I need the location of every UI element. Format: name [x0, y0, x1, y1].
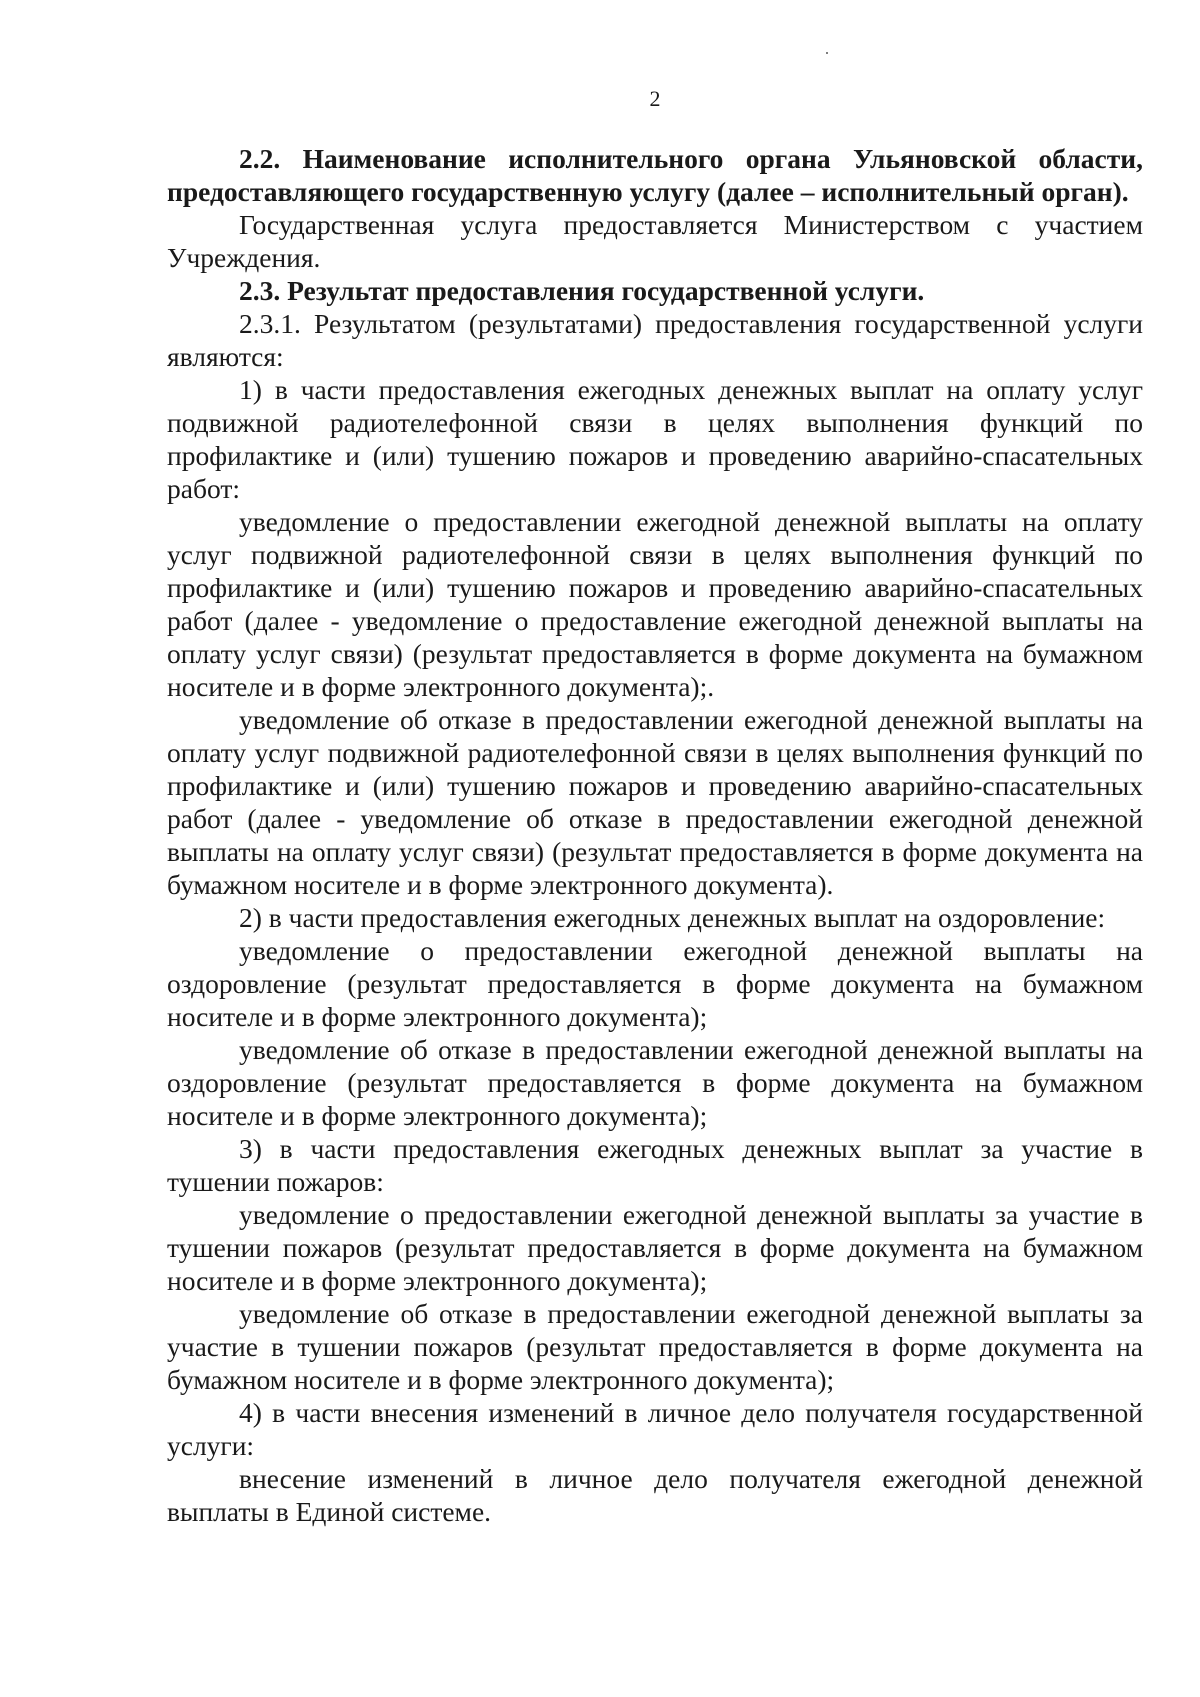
item-2-result-refusal: уведомление об отказе в предоставлении ежегодной денежной выплаты на оздоровление (результат предоставляется в форме документа на бумажном носителе и в форме электронного документа); — [167, 1034, 1143, 1131]
section-2-2-text: Государственная услуга предоставляется Министерством с участием Учреждения. — [167, 209, 1143, 273]
item-1-result-refusal: уведомление об отказе в предоставлении ежегодной денежной выплаты на оплату услуг подвижной радиотелефонной связи в целях выполнения функций по профилактике и (или) тушению пожаров и проведению аварийно-спасательных работ (далее - уведомление об отказе в предоставлении ежегодной денежной выплаты на оплату услуг связи) (результат предоставляется в форме документа на бумажном носителе и в форме электронного документа). — [167, 704, 1143, 900]
item-3-title: 3) в части предоставления ежегодных денежных выплат за участие в тушении пожаров: — [167, 1133, 1143, 1197]
item-4-result: внесение изменений в личное дело получателя ежегодной денежной выплаты в Единой системе. — [167, 1463, 1143, 1527]
item-4-title: 4) в части внесения изменений в личное дело получателя государственной услуги: — [167, 1397, 1143, 1461]
section-2-3-heading: 2.3. Результат предоставления государственной услуги. — [239, 275, 925, 306]
section-2-3-1-intro: 2.3.1. Результатом (результатами) предоставления государственной услуги являются: — [167, 308, 1143, 372]
item-1-result-notice: уведомление о предоставлении ежегодной денежной выплаты на оплату услуг подвижной радиотелефонной связи в целях выполнения функций по профилактике и (или) тушению пожаров и проведению аварийно-спасательных работ (далее - уведомление о предоставление ежегодной денежной выплаты на оплату услуг связи) (результат предоставляется в форме документа на бумажном носителе и в форме электронного документа);. — [167, 506, 1143, 702]
page-number: 2 — [649, 86, 661, 111]
item-2-result-notice: уведомление о предоставлении ежегодной денежной выплаты на оздоровление (результат предоставляется в форме документа на бумажном носителе и в форме электронного документа); — [167, 935, 1143, 1032]
section-2-2-heading: 2.2. Наименование исполнительного органа Ульяновской области, предоставляющего государственную услугу (далее – исполнительный орган). — [167, 143, 1143, 207]
item-3-result-notice: уведомление о предоставлении ежегодной денежной выплаты за участие в тушении пожаров (результат предоставляется в форме документа на бумажном носителе и в форме электронного документа); — [167, 1199, 1143, 1296]
scan-speck — [826, 52, 828, 54]
document-body — [167, 142, 1143, 1528]
item-2-title: 2) в части предоставления ежегодных денежных выплат на оздоровление: — [239, 902, 1106, 933]
item-3-result-refusal: уведомление об отказе в предоставлении ежегодной денежной выплаты за участие в тушении пожаров (результат предоставляется в форме документа на бумажном носителе и в форме электронного документа); — [167, 1298, 1143, 1395]
item-1-title: 1) в части предоставления ежегодных денежных выплат на оплату услуг подвижной радиотелефонной связи в целях выполнения функций по профилактике и (или) тушению пожаров и проведению аварийно-спасательных работ: — [167, 374, 1143, 504]
